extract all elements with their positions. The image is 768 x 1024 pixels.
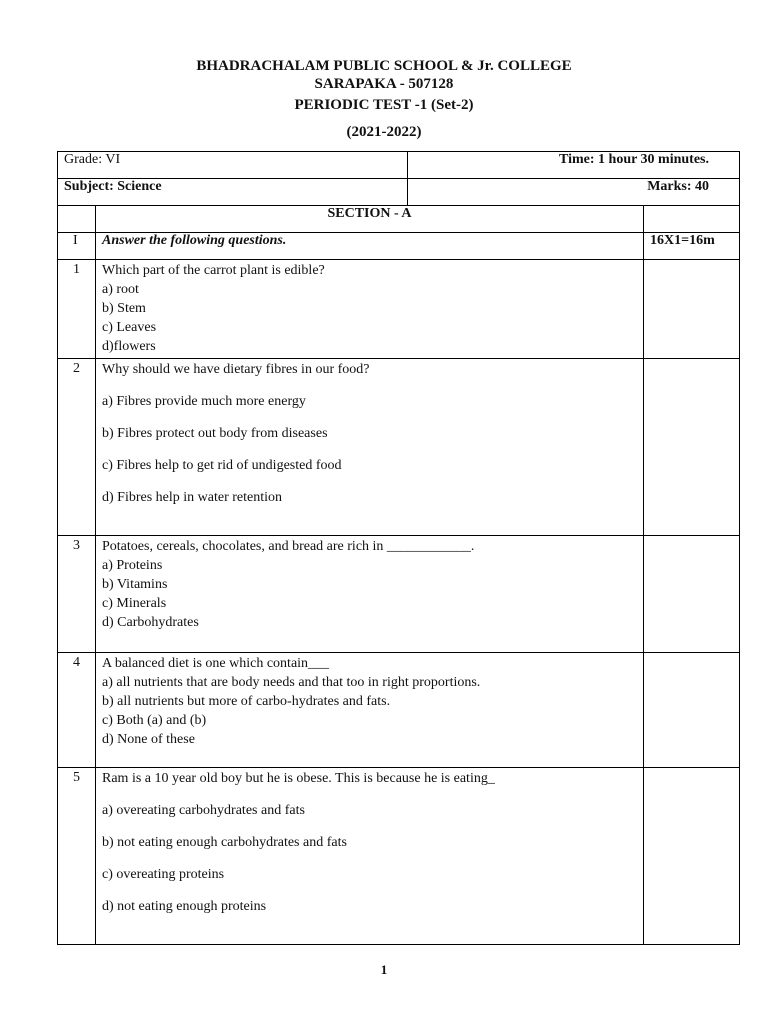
- part-number: I: [58, 233, 96, 260]
- time-label: Time: 1 hour 30 minutes.: [408, 152, 740, 179]
- answer-cell: [644, 260, 740, 359]
- answer-cell: [644, 653, 740, 768]
- page-number: 1: [380, 962, 388, 977]
- section-marks: 16X1=16m: [644, 233, 740, 260]
- question-paper-table: [57, 151, 740, 945]
- info-row-grade: [58, 152, 740, 179]
- question-row: [58, 536, 740, 653]
- option-a: a) root: [102, 282, 139, 297]
- option-b: b) all nutrients but more of carbo-hydrates and fats.: [102, 694, 391, 709]
- question-number: 1: [58, 260, 96, 359]
- option-d: d) Fibres help in water retention: [102, 490, 283, 505]
- option-a: a) Fibres provide much more energy: [102, 394, 306, 409]
- section-title: SECTION - A: [96, 206, 644, 233]
- question-cell: [96, 260, 644, 359]
- question-number: 5: [58, 768, 96, 945]
- answer-cell: [644, 536, 740, 653]
- grade-label: Grade: VI: [58, 152, 408, 179]
- option-c: c) Both (a) and (b): [102, 713, 207, 728]
- question-cell: [96, 536, 644, 653]
- option-d: d)flowers: [102, 339, 156, 354]
- question-row: [58, 768, 740, 945]
- marks-label: Marks: 40: [408, 179, 740, 206]
- subject-label: Subject: Science: [58, 179, 408, 206]
- school-name: BHADRACHALAM PUBLIC SCHOOL & Jr. COLLEGE: [196, 58, 572, 74]
- instruction-text: Answer the following questions.: [96, 233, 644, 260]
- question-row: [58, 359, 740, 536]
- question-text: Which part of the carrot plant is edible?: [102, 263, 325, 278]
- option-b: b) Vitamins: [102, 577, 168, 592]
- question-text: Why should we have dietary fibres in our food?: [102, 362, 370, 377]
- question-cell: [96, 359, 644, 536]
- option-a: a) all nutrients that are body needs and that too in right proportions.: [102, 675, 481, 690]
- question-text: Potatoes, cereals, chocolates, and bread are rich in ____________.: [102, 539, 475, 554]
- school-location: SARAPAKA - 507128: [314, 76, 454, 92]
- option-c: c) Minerals: [102, 596, 167, 611]
- question-row: [58, 653, 740, 768]
- answer-cell: [644, 359, 740, 536]
- instruction-row: [58, 233, 740, 260]
- question-cell: [96, 653, 644, 768]
- blank-cell: [58, 206, 96, 233]
- option-c: c) overeating proteins: [102, 867, 225, 882]
- option-c: c) Fibres help to get rid of undigested food: [102, 458, 342, 473]
- question-text: A balanced diet is one which contain___: [102, 656, 330, 671]
- option-b: b) Stem: [102, 301, 146, 316]
- option-d: d) None of these: [102, 732, 195, 747]
- option-b: b) not eating enough carbohydrates and fats: [102, 835, 347, 850]
- academic-year: (2021-2022): [346, 124, 422, 140]
- option-a: a) Proteins: [102, 558, 163, 573]
- question-number: 4: [58, 653, 96, 768]
- option-b: b) Fibres protect out body from diseases: [102, 426, 328, 441]
- answer-cell: [644, 768, 740, 945]
- option-d: d) not eating enough proteins: [102, 899, 267, 914]
- option-a: a) overeating carbohydrates and fats: [102, 803, 305, 818]
- question-number: 3: [58, 536, 96, 653]
- info-row-subject: [58, 179, 740, 206]
- question-cell: [96, 768, 644, 945]
- question-row: [58, 260, 740, 359]
- blank-cell: [644, 206, 740, 233]
- option-d: d) Carbohydrates: [102, 615, 199, 630]
- question-text: Ram is a 10 year old boy but he is obese. This is because he is eating_: [102, 771, 495, 786]
- question-number: 2: [58, 359, 96, 536]
- section-header-row: [58, 206, 740, 233]
- option-c: c) Leaves: [102, 320, 157, 335]
- test-title: PERIODIC TEST -1 (Set-2): [294, 97, 474, 113]
